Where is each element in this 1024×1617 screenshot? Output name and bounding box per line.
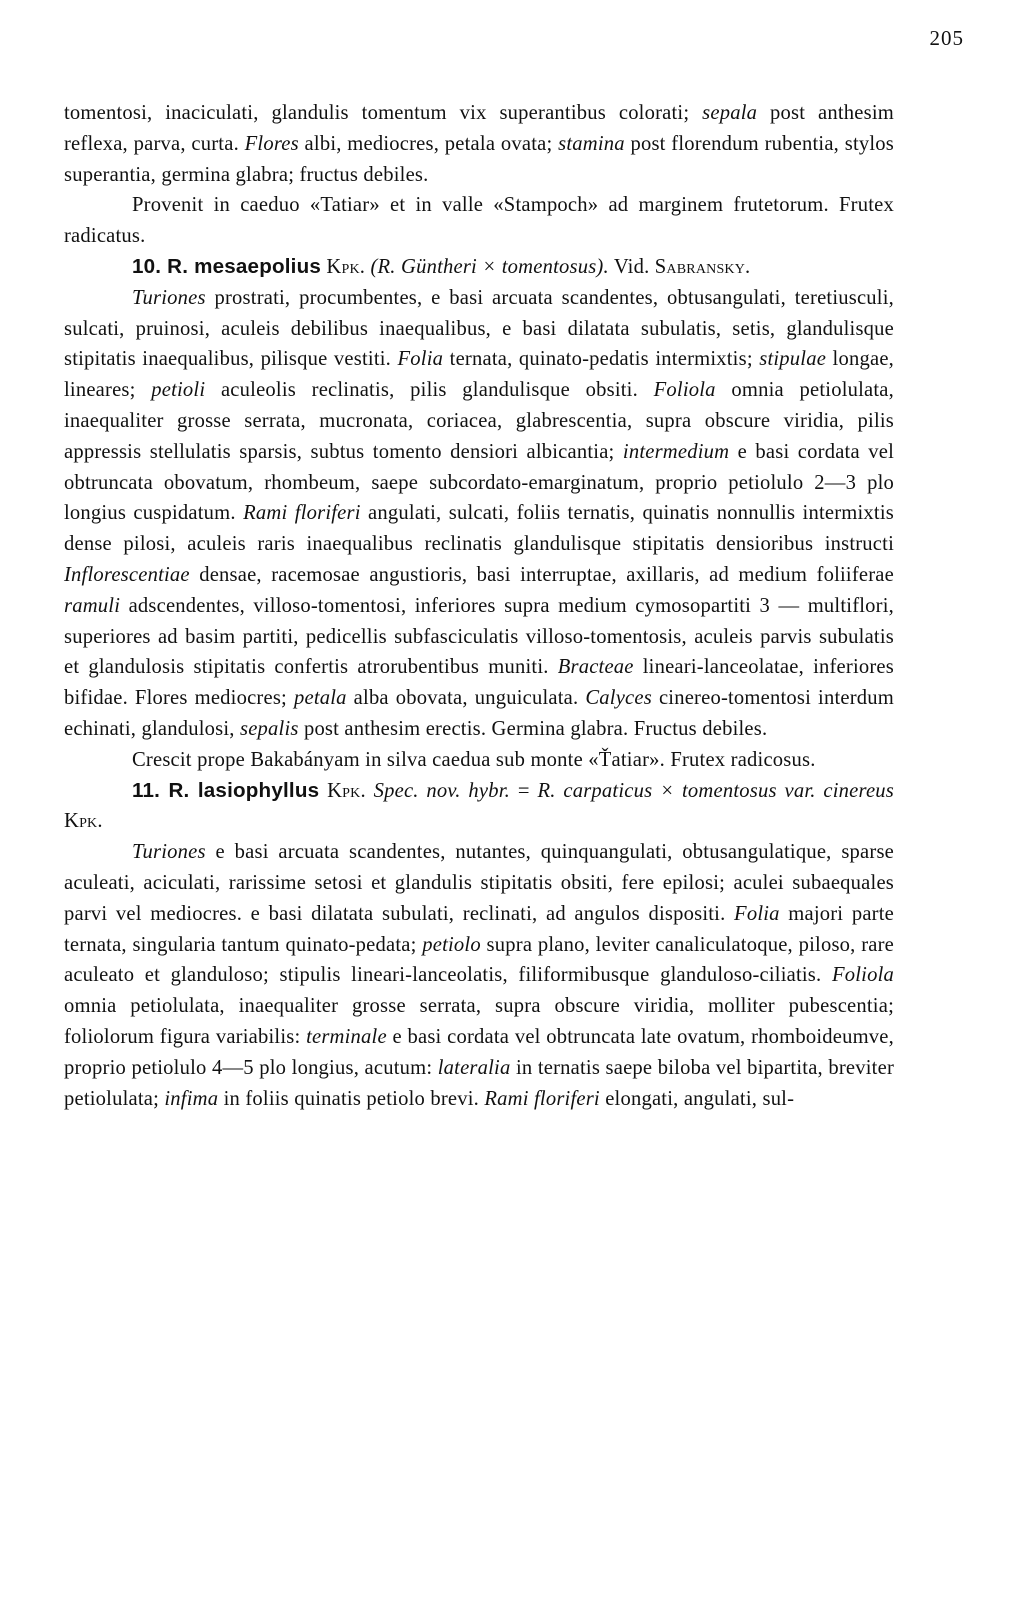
species-heading-mesaepolius: 10. R. mesaepolius Kpk. (R. Güntheri × tomentosus). Vid. Sabransky. <box>132 254 751 278</box>
page-number: 205 <box>929 26 964 50</box>
paragraph-lasiophyllus-description: Turiones e basi arcuata scandentes, nutantes, quinquangulati, obtusangulatique, sparse aculeati, aciculati, rarissime setosi et glandulis stipitatis obsiti, fere epilosi; aculei subaequales parvi vel mediocres. e basi dilatata subulati, reclinati, ad angulos dispositi. Folia majori parte ternata, singularia tantum quinato-pedata; petiolo supra plano, leviter canaliculatoque, piloso, rare aculeato et glanduloso; stipulis lineari-lanceolatis, filiformibusque glanduloso-ciliatis. Foliola omnia petiolulata, inaequaliter grosse serrata, supra obscure viridia, molliter pubescentia; foliolorum figura variabilis: terminale e basi cordata vel obtruncata late ovatum, rhomboideumve, proprio petiolulo 4—5 plo longius, acutum: lateralia in ternatis saepe biloba vel bipartita, breviter petiolulata; infima in foliis quinatis petiolo brevi. Rami floriferi elongati, angulati, sul- <box>64 841 894 1110</box>
paragraph-habitat: Crescit prope Bakabányam in silva caedua sub monte «Ťatiar». Frutex radicosus. <box>132 748 816 771</box>
paragraph-description-end: tomentosi, inaciculati, glandulis tomentum vix superantibus colorati; sepala post anthesim reflexa, parva, curta. Flores albi, mediocres, petala ovata; stamina post florendum rubentia, stylos superantia, germina glabra; fructus debiles. <box>64 102 894 186</box>
paragraph-provenance: Provenit in caeduo «Tatiar» et in valle «Stampoch» ad marginem frutetorum. Frutex radicatus. <box>64 194 894 248</box>
species-heading-lasiophyllus: 11. R. lasiophyllus Kpk. Spec. nov. hybr. = R. carpaticus × tomentosus var. cinereus Kpk. <box>64 778 894 833</box>
page-body <box>64 98 894 1114</box>
paragraph-mesaepolius-description: Turiones prostrati, procumbentes, e basi arcuata scandentes, obtusangulati, teretiusculi, sulcati, pruinosi, aculeis debilibus inaequalibus, e basi dilatata subulatis, setis, glandulisque stipitatis inaequalibus, pilisque vestiti. Folia ternata, quinato-pedatis intermixtis; stipulae longae, lineares; petioli aculeolis reclinatis, pilis glandulisque obsiti. Foliola omnia petiolulata, inaequaliter grosse serrata, mucronata, coriacea, glabrescentia, supra obscure viridia, pilis appressis stellulatis sparsis, subtus tomento densiori albicantia; intermedium e basi cordata vel obtruncata obovatum, rhombeum, saepe subcordato-emarginatum, proprio petiolulo 2—3 plo longius cuspidatum. Rami floriferi angulati, sulcati, foliis ternatis, quinatis nonnullis intermixtis dense pilosi, aculeis raris inaequalibus reclinatis glandulisque stipitatis densioribus instructi Inflorescentiae densae, racemosae angustioris, basi interruptae, axillaris, ad medium foliiferae ramuli adscendentes, villoso-tomentosi, inferiores supra medium cymosopartiti 3 — multiflori, superiores ad basim partiti, pedicellis subfasciculatis villoso-tomentosis, aculeis parvis subulatis et glandulosis stipitatis confertis atrorubentibus muniti. Bracteae lineari-lanceolatae, inferiores bifidae. Flores mediocres; petala alba obovata, unguiculata. Calyces cinereo-tomentosi interdum echinati, glandulosi, sepalis post anthesim erectis. Germina glabra. Fructus debiles. <box>64 286 895 740</box>
